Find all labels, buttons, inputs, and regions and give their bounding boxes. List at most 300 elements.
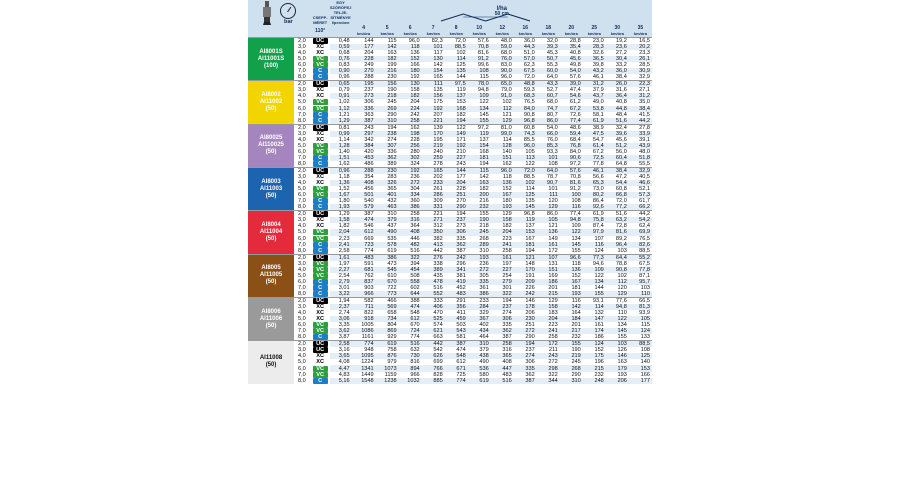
flow-rate-cell: 0,96: [338, 74, 350, 81]
application-rate-cell: 272: [548, 359, 558, 366]
application-rate-cell: 122: [606, 316, 629, 322]
pressure-cell: 4,0: [298, 266, 306, 273]
application-rate-cell: 61,7: [639, 198, 650, 205]
application-rate-cell: 97,2: [468, 124, 491, 131]
application-rate-cell: 108: [548, 160, 558, 167]
application-rate-cell: 360: [410, 198, 420, 205]
application-rate-cell: 1086: [352, 328, 376, 334]
application-rate-cell: 966: [352, 291, 376, 298]
application-rate-cell: 579: [352, 204, 376, 211]
header-blank-flow: [330, 25, 352, 38]
speed-header-5: [376, 25, 399, 38]
flow-rate-cell: 3,65: [330, 353, 352, 359]
application-rate-cell: 60,7: [537, 93, 560, 99]
application-rate-cell: 272: [399, 180, 422, 186]
application-rate-cell: 86,4: [592, 198, 604, 205]
application-rate-cell: 230: [514, 316, 537, 322]
nozzle-type-line3: (50): [265, 279, 277, 286]
droplet-size-badge: VC: [313, 186, 328, 192]
application-rate-cell: 181: [514, 242, 537, 248]
application-rate-cell: 134: [583, 279, 606, 285]
application-rate-cell: 219: [560, 353, 583, 359]
application-rate-cell: 38,4: [629, 106, 652, 112]
application-rate-cell: 118: [399, 44, 422, 50]
application-rate-cell: 382: [433, 235, 443, 242]
application-rate-cell: 161: [537, 242, 560, 248]
application-rate-cell: 274: [514, 353, 537, 359]
pressure-cell: 8,0: [298, 204, 306, 211]
application-rate-cell: 670: [410, 322, 420, 329]
flow-rate-cell: 3,16: [338, 347, 350, 354]
application-rate-cell: 209: [514, 279, 537, 285]
application-rate-cell: 271: [422, 217, 445, 223]
nozzle-type-line3: (50): [265, 235, 277, 242]
application-rate-cell: 274: [502, 310, 512, 317]
application-rate-cell: 362: [491, 328, 514, 334]
application-rate-cell: 166: [640, 371, 650, 378]
application-rate-cell: 30,9: [629, 68, 652, 74]
application-rate-cell: 119: [468, 131, 491, 137]
application-rate-cell: 434: [468, 328, 491, 334]
application-rate-cell: 96,4: [606, 242, 629, 248]
speed-value: 5: [385, 25, 389, 31]
application-rate-cell: 177: [352, 44, 376, 50]
application-rate-cell: 284: [468, 304, 491, 310]
application-rate-cell: 215: [583, 365, 606, 371]
application-rate-cell: 223: [548, 322, 558, 329]
application-rate-cell: 237: [491, 304, 514, 310]
application-rate-cell: 167: [491, 192, 514, 198]
application-rate-cell: 273: [352, 93, 376, 99]
application-rate-cell: 545: [376, 267, 399, 273]
application-rate-cell: 379: [376, 217, 399, 223]
application-rate-cell: 118: [571, 260, 581, 267]
pressure-cell: 6,0: [298, 148, 306, 155]
nozzle-type-line3: (50): [265, 322, 277, 329]
application-rate-cell: 136: [560, 267, 583, 273]
droplet-size-badge: C: [313, 204, 328, 210]
flow-rate-cell: 4,47: [330, 365, 352, 371]
nozzle-type-line2: AI11006: [259, 315, 283, 322]
droplet-size-badge: C: [313, 74, 328, 80]
application-rate-cell: 663: [433, 334, 443, 341]
application-rate-cell: 155: [468, 211, 491, 218]
application-rate-cell: 167: [525, 235, 535, 242]
nozzle-type-line1: AI8005: [261, 265, 281, 272]
application-rate-cell: 46,6: [629, 180, 652, 186]
application-rate-cell: 44,8: [606, 106, 629, 112]
application-rate-cell: 142: [433, 62, 443, 69]
application-rate-cell: 144: [456, 74, 466, 81]
speed-unit: km/óra: [518, 31, 532, 36]
application-rate-cell: 384: [352, 143, 376, 149]
application-rate-cell: 1073: [376, 365, 399, 371]
application-rate-cell: 27,2: [615, 50, 627, 57]
application-rate-cell: 65,3: [583, 180, 606, 186]
flow-rate-cell: 0,81: [330, 124, 352, 131]
application-rate-cell: 171: [456, 136, 466, 143]
flow-rate-cell: 4,08: [338, 359, 350, 366]
application-rate-cell: 258: [548, 334, 558, 341]
flow-rate-cell: 0,96: [330, 167, 352, 174]
application-rate-cell: 249: [364, 62, 374, 69]
speed-value: 12: [499, 25, 505, 31]
application-rate-cell: 120: [617, 284, 627, 291]
application-rate-cell: 386: [376, 254, 399, 261]
application-rate-cell: 334: [399, 192, 422, 198]
application-rate-cell: 49,0: [592, 99, 604, 106]
nozzle-flow-table: [248, 0, 652, 384]
application-rate-cell: 869: [376, 328, 399, 334]
application-rate-cell: 119: [514, 217, 537, 223]
application-rate-cell: 158: [537, 304, 560, 310]
droplet-size-badge: XC: [313, 316, 328, 322]
application-rate-cell: 122: [525, 160, 535, 167]
application-rate-cell: 155: [560, 341, 583, 348]
flow-rate-cell: 2,74: [338, 310, 350, 317]
application-rate-cell: 238: [376, 131, 399, 137]
application-rate-cell: 72,0: [514, 167, 537, 174]
application-rate-cell: 37,9: [592, 87, 604, 94]
application-rate-cell: 324: [410, 160, 420, 167]
application-rate-cell: 47,5: [583, 131, 606, 137]
application-rate-cell: 333: [422, 297, 445, 304]
application-rate-cell: 341: [445, 267, 468, 273]
application-rate-cell: 107: [594, 235, 604, 242]
application-rate-cell: 77,8: [592, 160, 604, 167]
application-rate-cell: 344: [537, 378, 560, 384]
application-rate-cell: 97,5: [445, 81, 468, 88]
application-rate-cell: 68,3: [514, 93, 537, 99]
application-rate-cell: 114: [502, 136, 512, 143]
application-rate-cell: 57,6: [560, 167, 583, 174]
pressure-cell: 8,0: [298, 334, 306, 341]
application-rate-cell: 437: [387, 223, 397, 230]
application-rate-cell: 254: [502, 272, 512, 279]
flow-rate-cell: 1,36: [330, 180, 352, 186]
pressure-cell: 5,0: [298, 99, 306, 106]
application-rate-cell: 310: [468, 341, 491, 348]
nozzle-type-line2: AI11003: [259, 185, 283, 192]
application-rate-cell: 232: [468, 204, 491, 211]
application-rate-cell: 111: [537, 192, 560, 198]
droplet-size-badge: UC: [313, 38, 328, 44]
application-rate-cell: 236: [479, 260, 489, 267]
application-rate-cell: 96,6: [560, 254, 583, 261]
application-rate-cell: 27,1: [639, 87, 650, 94]
application-rate-cell: 240: [433, 148, 443, 155]
pressure-cell: 2,0: [294, 211, 311, 218]
application-rate-cell: 62,4: [639, 223, 650, 230]
speed-unit: km/óra: [541, 31, 555, 36]
application-rate-cell: 280: [410, 148, 420, 155]
application-rate-cell: 197: [502, 260, 512, 267]
application-rate-cell: 32,9: [639, 74, 650, 81]
pressure-cell: 6,0: [298, 278, 306, 285]
application-rate-cell: 36,0: [514, 38, 537, 45]
application-rate-cell: 1238: [376, 378, 399, 384]
application-rate-cell: 230: [376, 167, 399, 174]
application-rate-cell: 290: [387, 111, 397, 118]
application-rate-cell: 474: [456, 347, 466, 354]
flow-rate-cell: 1,80: [338, 198, 350, 205]
pressure-cell: 2,0: [294, 297, 311, 304]
application-rate-cell: 196: [594, 359, 604, 366]
speed-value: 30: [614, 25, 621, 31]
speed-unit: km/óra: [449, 31, 463, 36]
application-rate-cell: 145: [479, 111, 489, 118]
application-rate-cell: 1341: [352, 365, 376, 371]
application-rate-cell: 76,5: [639, 235, 650, 242]
application-rate-cell: 47,2: [615, 174, 627, 181]
application-rate-cell: 101: [537, 155, 560, 161]
application-rate-cell: 23,6: [606, 44, 629, 50]
speed-header-4: [352, 25, 376, 38]
application-rate-cell: 454: [399, 267, 422, 273]
application-rate-cell: 130: [399, 81, 422, 88]
application-rate-cell: 40,8: [615, 99, 627, 106]
application-rate-cell: 365: [387, 186, 397, 193]
application-rate-cell: 272: [514, 328, 537, 334]
application-rate-cell: 310: [560, 378, 583, 384]
application-rate-cell: 175: [433, 99, 443, 106]
application-rate-cell: 463: [376, 204, 399, 211]
application-rate-cell: 144: [594, 284, 604, 291]
pressure-cell: 7,0: [298, 371, 306, 378]
droplet-size-cell: [311, 378, 330, 384]
application-rate-cell: 109: [571, 223, 581, 230]
pressure-cell: 7,0: [298, 241, 306, 248]
application-rate-cell: 215: [537, 291, 560, 298]
application-rate-cell: 128: [491, 143, 514, 149]
application-rate-cell: 121: [514, 254, 537, 261]
application-rate-cell: 108: [571, 198, 581, 205]
application-rate-cell: 152: [502, 186, 512, 193]
droplet-size-badge: VC: [313, 56, 328, 62]
application-rate-cell: 114: [525, 186, 535, 193]
pressure-cell: 4,0: [298, 136, 306, 143]
pressure-cell: 4,0: [298, 310, 306, 317]
application-rate-cell: 161: [594, 322, 604, 329]
application-rate-cell: 237: [364, 87, 374, 94]
application-rate-cell: 36,4: [606, 93, 629, 99]
application-rate-cell: 161: [491, 254, 514, 261]
application-rate-cell: 198: [399, 131, 422, 137]
speed-header-6: [399, 25, 422, 38]
droplet-size-badge: XC: [313, 50, 328, 56]
application-rate-cell: 245: [387, 99, 397, 106]
application-rate-cell: 723: [352, 242, 376, 248]
pressure-cell: 6,0: [298, 235, 306, 242]
application-rate-cell: 256: [399, 143, 422, 149]
application-rate-cell: 226: [525, 284, 535, 291]
application-rate-cell: 60,8: [615, 186, 627, 193]
application-rate-header: [352, 0, 652, 25]
application-rate-cell: 39,8: [592, 62, 604, 69]
application-rate-cell: 152: [594, 347, 604, 354]
application-rate-cell: 28,8: [560, 38, 583, 45]
application-rate-cell: 543: [445, 328, 468, 334]
flow-rate-cell: 0,91: [330, 93, 352, 99]
application-rate-cell: 145: [560, 242, 583, 248]
droplet-size-badge: XC: [313, 223, 328, 229]
application-rate-cell: 387: [352, 118, 376, 125]
application-rate-cell: 464: [479, 334, 489, 341]
application-rate-cell: 102: [502, 99, 512, 106]
application-rate-cell: 142: [479, 174, 489, 181]
application-rate-cell: 64,0: [546, 74, 558, 81]
application-rate-cell: 61,9: [583, 211, 606, 218]
application-rate-cell: 91,2: [468, 56, 491, 62]
pressure-cell: 6,0: [298, 365, 306, 372]
application-rate-cell: 243: [456, 160, 466, 167]
application-rate-cell: 486: [364, 160, 374, 167]
application-rate-cell: 306: [445, 229, 468, 235]
application-rate-cell: 602: [410, 284, 420, 291]
application-rate-cell: 251: [445, 192, 468, 198]
application-rate-cell: 483: [445, 291, 468, 298]
application-rate-cell: 401: [376, 192, 399, 198]
application-rate-cell: 73,0: [592, 186, 604, 193]
application-rate-cell: 151: [491, 155, 514, 161]
application-rate-cell: 365: [491, 353, 514, 359]
application-rate-cell: 64,4: [606, 254, 629, 261]
flow-rate-cell: 1,18: [338, 174, 350, 181]
droplet-size-badge: VC: [313, 229, 328, 235]
droplet-size-badge: C: [313, 334, 328, 340]
application-rate-cell: 144: [445, 167, 468, 174]
application-rate-cell: 192: [410, 74, 420, 81]
application-rate-cell: 105: [629, 316, 652, 322]
application-rate-cell: 90,8: [523, 111, 535, 118]
application-rate-cell: 232: [594, 371, 604, 378]
application-rate-cell: 88,5: [639, 247, 650, 254]
application-rate-cell: 261: [433, 186, 443, 193]
application-rate-cell: 16,5: [629, 38, 652, 45]
application-rate-cell: 194: [479, 160, 489, 167]
application-rate-cell: 122: [479, 99, 489, 106]
application-rate-cell: 386: [399, 204, 422, 211]
application-rate-cell: 122: [445, 124, 468, 131]
application-rate-cell: 56,0: [615, 148, 627, 155]
application-rate-cell: 121: [548, 223, 558, 230]
droplet-size-badge: C: [313, 161, 328, 167]
droplet-size-badge: XC: [313, 174, 328, 180]
application-rate-cell: 151: [537, 267, 560, 273]
application-rate-cell: 316: [502, 347, 512, 354]
application-rate-cell: 326: [376, 180, 399, 186]
droplet-size-badge: XC: [313, 44, 328, 50]
application-rate-cell: 72,5: [583, 155, 606, 161]
application-rate-cell: 54,0: [537, 124, 560, 131]
pressure-cell: 6,0: [298, 322, 306, 329]
application-rate-cell: 632: [410, 347, 420, 354]
application-rate-cell: 77,3: [583, 254, 606, 261]
pressure-cell: 4,0: [298, 223, 306, 230]
application-rate-cell: 387: [445, 341, 468, 348]
application-rate-cell: 88,5: [445, 44, 468, 50]
application-rate-cell: 335: [456, 235, 466, 242]
application-rate-cell: 362: [376, 155, 399, 161]
droplet-size-badge: UC: [313, 125, 328, 131]
application-rate-cell: 626: [422, 353, 445, 359]
speed-value: 16: [522, 25, 529, 31]
application-rate-cell: 96,0: [399, 38, 422, 45]
application-rate-cell: 95,7: [629, 279, 652, 285]
application-rate-cell: 387: [456, 247, 466, 254]
application-rate-cell: 1224: [361, 359, 374, 366]
application-rate-cell: 59,4: [560, 131, 583, 137]
application-rate-cell: 243: [537, 353, 560, 359]
application-rate-cell: 948: [364, 347, 374, 354]
application-rate-cell: 268: [560, 365, 583, 371]
application-rate-cell: 52,7: [546, 87, 558, 94]
speed-header-25: [583, 25, 606, 38]
flow-rate-cell: 1,82: [338, 223, 350, 230]
application-rate-cell: 245: [571, 359, 581, 366]
application-rate-cell: 45,3: [546, 50, 558, 57]
application-rate-cell: 118: [502, 174, 512, 181]
application-rate-cell: 66,0: [537, 131, 560, 137]
droplet-size-badge: XC: [313, 353, 328, 359]
pressure-cell: 6,0: [298, 105, 306, 112]
application-rate-cell: 26,1: [629, 56, 652, 62]
pressure-cell: 4,0: [298, 93, 306, 100]
application-rate-cell: 170: [422, 131, 445, 137]
application-rate-cell: 93,9: [639, 310, 650, 317]
application-rate-cell: 78,8: [615, 260, 627, 267]
flow-rate-cell: 1,12: [330, 106, 352, 112]
application-rate-cell: 548: [410, 310, 420, 317]
application-rate-cell: 124: [629, 328, 652, 334]
nozzle-type-line3: (100): [264, 62, 279, 69]
application-rate-cell: 258: [399, 211, 422, 218]
flow-rate-cell: 1,58: [330, 217, 352, 223]
application-rate-cell: 20,2: [629, 44, 652, 50]
flow-rate-cell: 0,59: [330, 44, 352, 50]
pressure-cell: 6,0: [298, 192, 306, 199]
droplet-size-badge: VC: [313, 143, 328, 149]
application-rate-cell: 322: [548, 371, 558, 378]
application-rate-cell: 97,2: [569, 160, 581, 167]
application-rate-cell: 110: [629, 291, 652, 298]
speed-value: 8: [454, 25, 458, 31]
application-rate-cell: 27,8: [629, 124, 652, 131]
speed-header-30: [606, 25, 629, 38]
application-rate-cell: 259: [422, 155, 445, 161]
application-rate-cell: 129: [537, 204, 560, 211]
pressure-cell: 5,0: [298, 56, 306, 63]
flow-rate-cell: 1,02: [338, 99, 350, 106]
application-rate-cell: 307: [376, 143, 399, 149]
application-rate-cell: 135: [445, 68, 468, 74]
application-rate-cell: 194: [525, 247, 535, 254]
application-rate-cell: 36,5: [583, 56, 606, 62]
application-rate-cell: 269: [376, 106, 399, 112]
droplet-size-badge: UC: [313, 168, 328, 174]
application-rate-cell: 177: [456, 174, 466, 181]
application-rate-cell: 155: [468, 118, 491, 125]
flow-rate-cell: 2,58: [330, 341, 352, 348]
application-rate-cell: 82,3: [422, 38, 445, 45]
application-rate-cell: 612: [456, 359, 466, 366]
application-rate-cell: 140: [640, 359, 650, 366]
pressure-cell: 4,0: [298, 180, 306, 187]
application-rate-cell: 435: [433, 272, 443, 279]
application-rate-cell: 331: [422, 204, 445, 211]
application-rate-cell: 54,4: [606, 180, 629, 186]
application-rate-cell: 224: [399, 106, 422, 112]
